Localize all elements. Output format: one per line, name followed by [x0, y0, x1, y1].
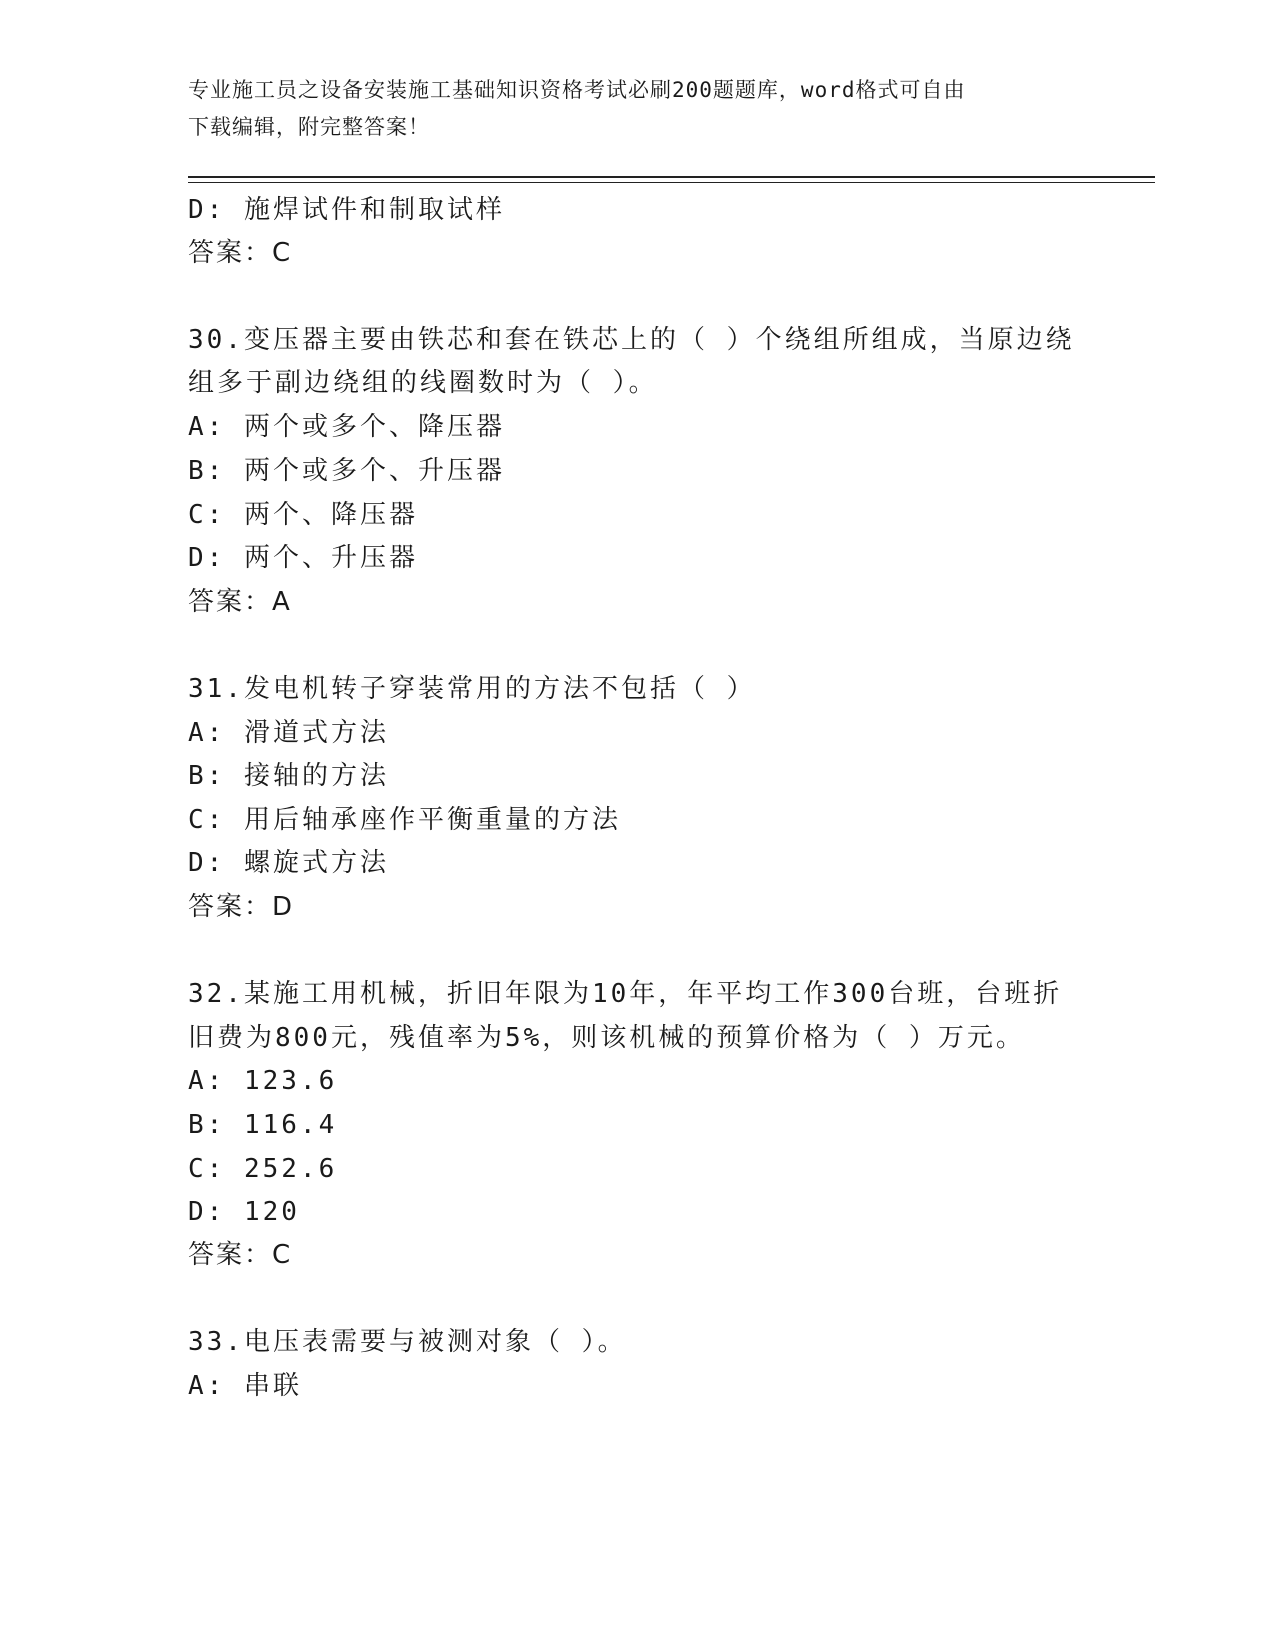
document-header: [188, 72, 1088, 146]
q33-option-a: A: 串联: [188, 1371, 302, 1401]
q32-option-b: B: 116.4: [188, 1110, 338, 1140]
header-divider-thin: [188, 182, 1155, 183]
q30-option-b: B: 两个或多个、升压器: [188, 456, 505, 486]
header-line-1: 专业施工员之设备安装施工基础知识资格考试必刷200题题库，word格式可自由: [188, 78, 966, 102]
q31-option-c: C: 用后轴承座作平衡重量的方法: [188, 805, 621, 835]
q30-answer: 答案：A: [188, 587, 292, 617]
q29-answer: 答案：C: [188, 238, 293, 268]
q30-stem-line-2: 组多于副边绕组的线圈数时为（ ）。: [188, 368, 658, 398]
q33-stem-line-1: 33.电压表需要与被测对象（ ）。: [188, 1327, 627, 1357]
header-divider-thick: [188, 176, 1155, 178]
q31-option-b: B: 接轴的方法: [188, 761, 389, 791]
q31-option-a: A: 滑道式方法: [188, 718, 389, 748]
q30-option-a: A: 两个或多个、降压器: [188, 412, 505, 442]
q31-stem-line-1: 31.发电机转子穿装常用的方法不包括（ ）: [188, 674, 756, 704]
q31-answer: 答案：D: [188, 892, 295, 922]
q30-option-d: D: 两个、升压器: [188, 543, 418, 573]
q32-option-c: C: 252.6: [188, 1154, 338, 1184]
q32-option-a: A: 123.6: [188, 1066, 338, 1096]
q29-option-d: D: 施焊试件和制取试样: [188, 195, 505, 225]
q32-stem-line-2: 旧费为800元，残值率为5%，则该机械的预算价格为（ ）万元。: [188, 1023, 1025, 1053]
q30-stem-line-1: 30.变压器主要由铁芯和套在铁芯上的（ ）个绕组所组成，当原边绕: [188, 325, 1075, 355]
q30-option-c: C: 两个、降压器: [188, 500, 418, 530]
q31-option-d: D: 螺旋式方法: [188, 848, 389, 878]
q32-stem-line-1: 32.某施工用机械，折旧年限为10年，年平均工作300台班，台班折: [188, 979, 1063, 1009]
q32-answer: 答案：C: [188, 1240, 293, 1270]
q32-option-d: D: 120: [188, 1197, 300, 1227]
header-line-2: 下载编辑，附完整答案！: [188, 115, 430, 139]
